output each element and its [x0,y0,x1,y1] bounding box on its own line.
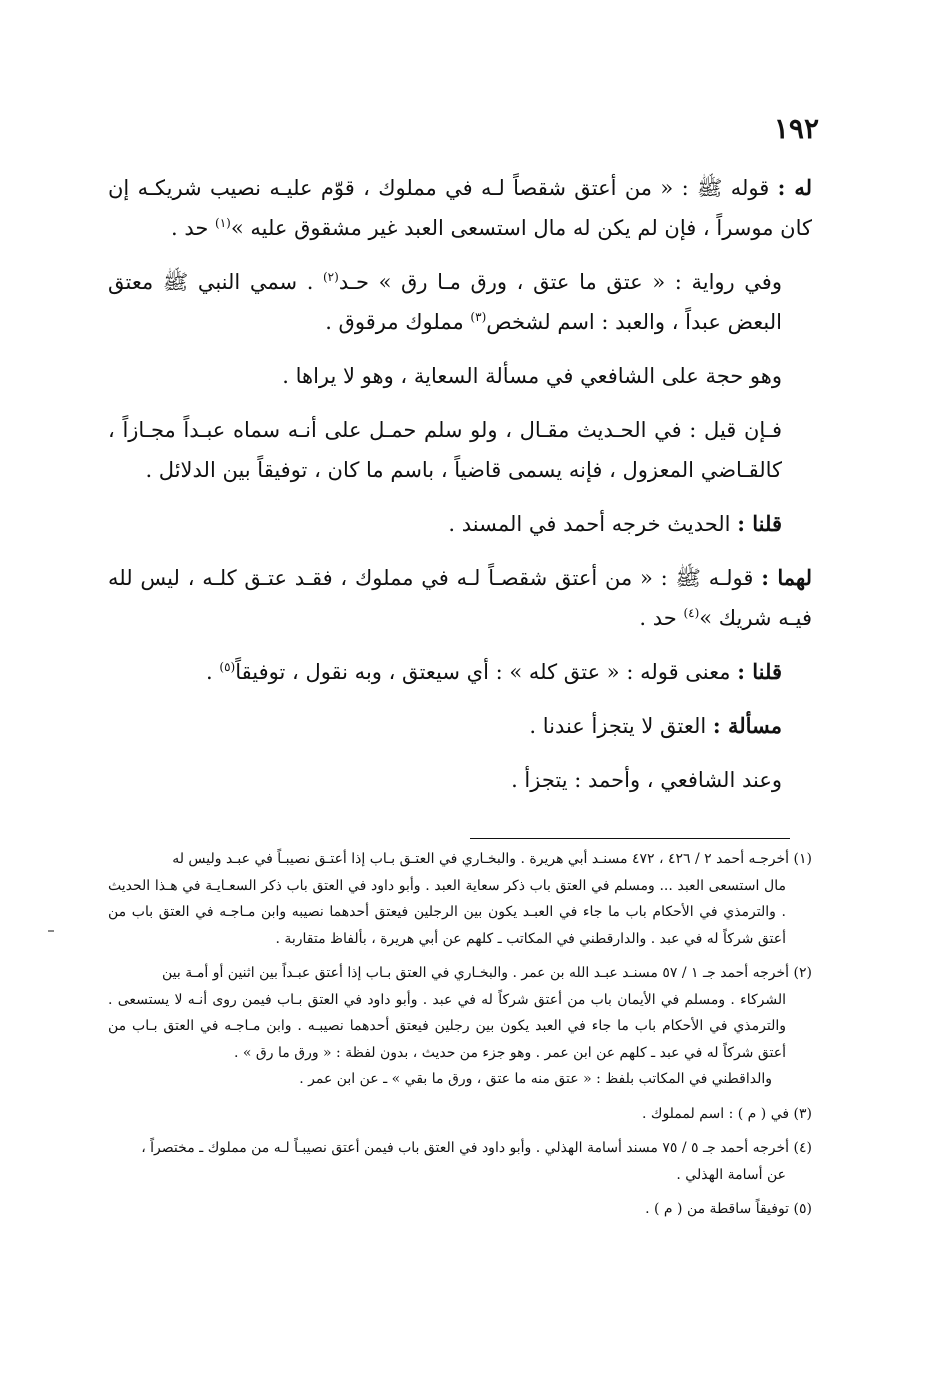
footnote-3 [108,1101,812,1128]
footnotes [108,846,812,1231]
footnote-continuation: عن أسامة الهذلي . [676,1166,786,1183]
footnote-ref: (١) [215,216,231,230]
paragraph-lead: قلنا : [737,511,782,536]
paragraph-tail: . [206,660,220,684]
footnote-ref: (٣) [470,310,487,324]
footnote-number: (١) [793,851,812,867]
paragraph-text: قولـه ﷺ : « من أعتق شقصـاً لـه في مملوك ، فقـد عتـق كلـه ، ليس لله فيـه شريك » [108,566,812,630]
footnote-text: في ( م ) : اسم لمملوك . [642,1105,794,1122]
paragraph-tail: . سمي النبي ﷺ معتق البعض عبداً ، والعبد : اسم لشخص [108,270,782,334]
paragraph-objection [108,410,812,490]
footnote-ref: (٤) [683,606,700,620]
paragraph-text: قوله ﷺ : « من أعتق شقصاً لـه في مملوك ، قوّم عليـه نصيب شريكـه إن كان موسراً ، فإن لم يكن له مال استسعى العبد غير مشقوق عليه » [108,176,812,240]
footnote-5 [108,1196,812,1223]
footnote-ref: (٥) [219,660,236,674]
footnote-text: توفيقاً ساقطة من ( م ) . [645,1201,794,1217]
page-number: ١٩٢ [773,112,819,145]
paragraph-reply [108,504,812,544]
paragraph-narration [108,262,812,342]
margin-speck [48,930,54,932]
paragraph-text: معنى قوله : « عتق كله » : أي سيعتق ، وبه نقول ، توفيقاً [235,660,738,684]
footnote-number: (٤) [793,1140,812,1156]
paragraph-lead: قلنا : [737,659,782,684]
footnote-2 [108,960,812,1093]
paragraph-lead: مسألة : [712,713,782,738]
footnote-continuation: الشركاء . ومسلم في الأيمان باب من أعتق شركاً له في عبد . وأبو داود في العتق بـاب فيمن روى أنـه لا يستسعى . والترمذي في الأحكام باب ما جاء في العبد يكون بين رجلين فيعتق أحدهما نصيبـه . وابن مـاجـه في العتق بـاب من أعتق شركاً له في عبد ـ كلهم عن ابن عمر . وهو جزء من حديث ، بدون لفظة : « ورق ما رق » . [108,991,786,1061]
paragraph-proof-for [108,168,812,248]
paragraph-text: وعند الشافعي ، وأحمد : يتجزأ . [511,768,782,792]
paragraph-text: وهو حجة على الشافعي في مسألة السعاية ، وهو لا يراها . [282,364,782,388]
footnote-1 [108,846,812,952]
footnote-subline: والداقطني في المكاتب بلفظ : « عتق منه ما عتق ، ورق ما بقي » ـ عن ابن عمر . [299,1071,772,1087]
paragraph-proof-against [108,558,812,638]
paragraph-text: فـإن قيل : في الحـديث مقـال ، ولو سلم حمـل على أنـه سماه عبـداً مجـازاً ، كالقـاضي المعزول ، فإنه يسمى قاضياً ، باسم ما كان ، توفيقاً بين الدلائل . [108,418,782,482]
paragraph-tail: حد . [170,216,216,240]
paragraph-text: الحديث خرجه أحمد في المسند . [448,512,738,536]
footnote-number: (٥) [793,1201,812,1217]
paragraph-tail: مملوك مرقوق . [325,310,471,334]
footnote-number: (٣) [793,1105,812,1122]
paragraph-lead: له : [777,175,812,200]
footnote-text: أخرجه أحمد جـ ٥ / ٧٥ مسند أسامة الهذلي . وأبو داود في العتق باب فيمن أعتق نصيبـاً لـه من مملوك ـ مختصراً ، [141,1140,794,1156]
paragraph-argument [108,356,812,396]
paragraph-tail: حد . [639,606,684,630]
main-text [108,168,812,814]
footnote-text: أخرجـه أحمد ٢ / ٤٢٦ ، ٤٧٢ مسنـد أبي هريرة . والبخـاري في العتـق بـاب إذا أعتـق نصيبـاً في عبـد وليس له [172,851,794,867]
paragraph-lead: لهما : [761,565,813,590]
paragraph-reply-2 [108,652,812,692]
paragraph-issue [108,706,812,746]
footnote-4 [108,1135,812,1188]
paragraph-opinion [108,760,812,800]
footnote-divider [470,838,790,839]
footnote-number: (٢) [793,965,812,981]
footnote-ref: (٢) [322,270,339,284]
footnote-text: أخرجه أحمد جـ ١ / ٥٧ مسنـد عبـد الله بن عمر . والبخـاري في العتق بـاب إذا أعتق عبـداً بين اثنين أو أمـة بين [162,965,794,981]
paragraph-text: وفي رواية : « عتق ما عتق ، ورق مـا رق » حـد [338,270,782,294]
paragraph-text: العتق لا يتجزأ عندنا . [529,714,713,738]
footnote-continuation: مال استسعى العبد ... ومسلم في العتق باب ذكر سعاية العبد . وأبو داود في العتق باب ذكر السعـايـة في هـذا الحديث . والترمذي في الأحكام باب ما جاء في العبـد يكون بين الرجلين فيعتق أحدهما نصيبه وابن مـاجـه في العتق باب من أعتق شركاً له في عبد . والدارقطني في المكاتب ـ كلهم عن أبي هريرة ، بألفاظ متقاربة . [108,877,786,947]
